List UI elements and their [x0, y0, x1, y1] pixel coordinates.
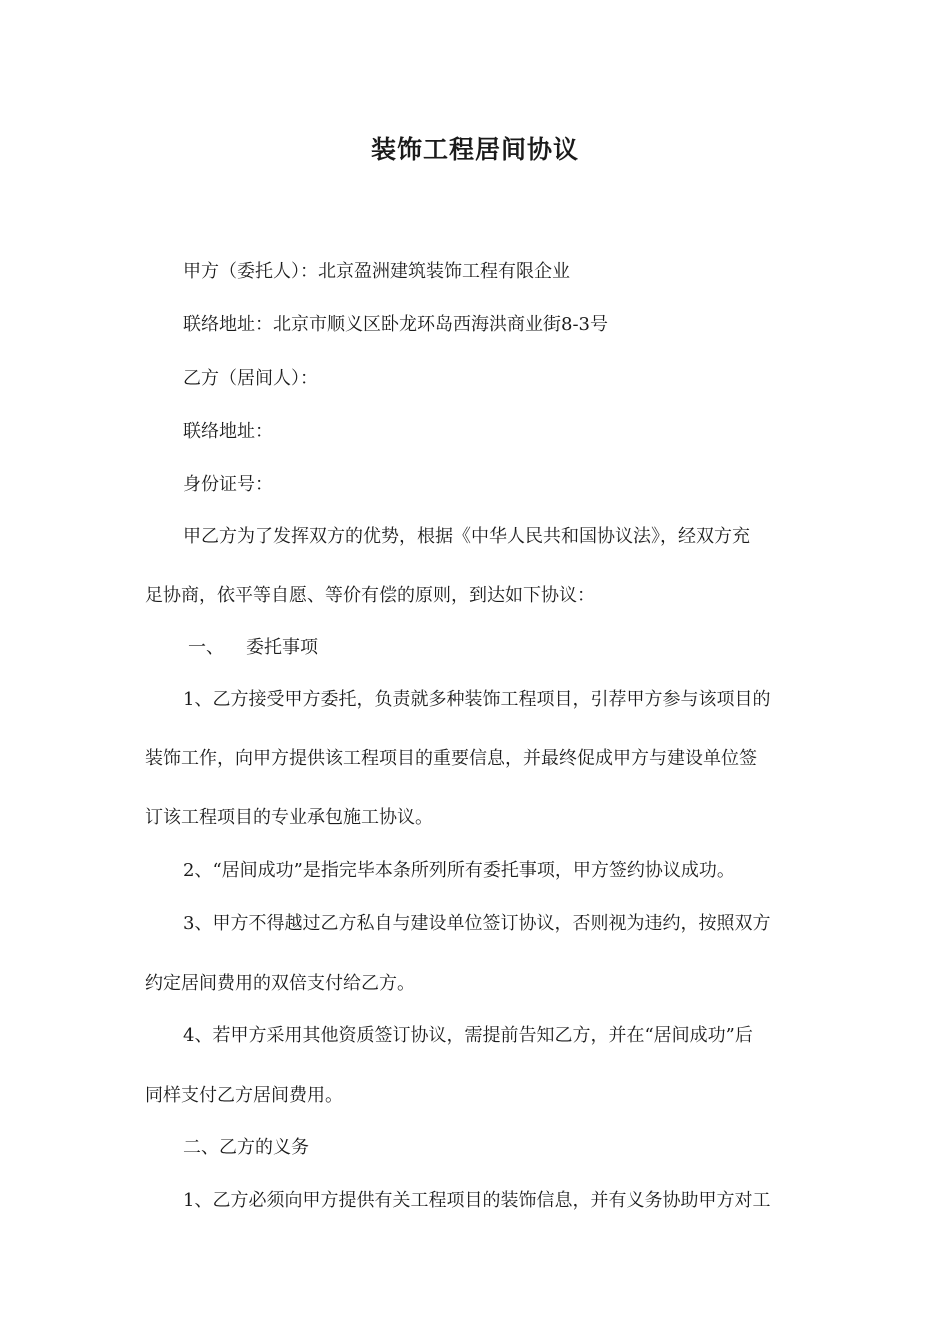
party-b-id-line: 身份证号： — [183, 474, 273, 495]
section-1-item-1-line-3: 订该工程项目的专业承包施工协议。 — [145, 807, 433, 828]
section-1-item-4-line-1: 4、若甲方采用其他资质签订协议，需提前告知乙方，并在“居间成功”后 — [183, 1025, 753, 1046]
section-1-item-1-line-2: 装饰工作，向甲方提供该工程项目的重要信息，并最终促成甲方与建设单位签 — [145, 748, 757, 769]
section-1-item-3-line-1: 3、甲方不得越过乙方私自与建设单位签订协议，否则视为违约，按照双方 — [183, 913, 771, 934]
preamble-line-2: 足协商，依平等自愿、等价有偿的原则，到达如下协议： — [145, 585, 595, 606]
section-1-heading: 委托事项 — [246, 637, 318, 658]
section-1-item-1-line-1: 1、乙方接受甲方委托，负责就多种装饰工程项目，引荐甲方参与该项目的 — [183, 689, 771, 710]
section-1-item-2-line-1: 2、“居间成功”是指完毕本条所列所有委托事项，甲方签约协议成功。 — [183, 860, 735, 881]
party-a-address-line: 联络地址：北京市顺义区卧龙环岛西海洪商业街8-3号 — [183, 314, 608, 335]
party-b-address-line: 联络地址： — [183, 421, 273, 442]
section-2-heading: 二、乙方的义务 — [183, 1137, 309, 1158]
section-1-item-4-line-2: 同样支付乙方居间费用。 — [145, 1085, 343, 1106]
party-b-line: 乙方（居间人）： — [183, 368, 318, 389]
preamble-line-1: 甲乙方为了发挥双方的优势，根据《中华人民共和国协议法》，经双方充 — [183, 526, 750, 547]
document-title: 装饰工程居间协议 — [370, 135, 579, 164]
section-1-item-3-line-2: 约定居间费用的双倍支付给乙方。 — [145, 973, 415, 994]
section-2-item-1-line-1: 1、乙方必须向甲方提供有关工程项目的装饰信息，并有义务协助甲方对工 — [183, 1190, 771, 1211]
party-a-line: 甲方（委托人）：北京盈洲建筑装饰工程有限企业 — [183, 261, 570, 282]
section-1-number: 一、 — [188, 637, 224, 658]
